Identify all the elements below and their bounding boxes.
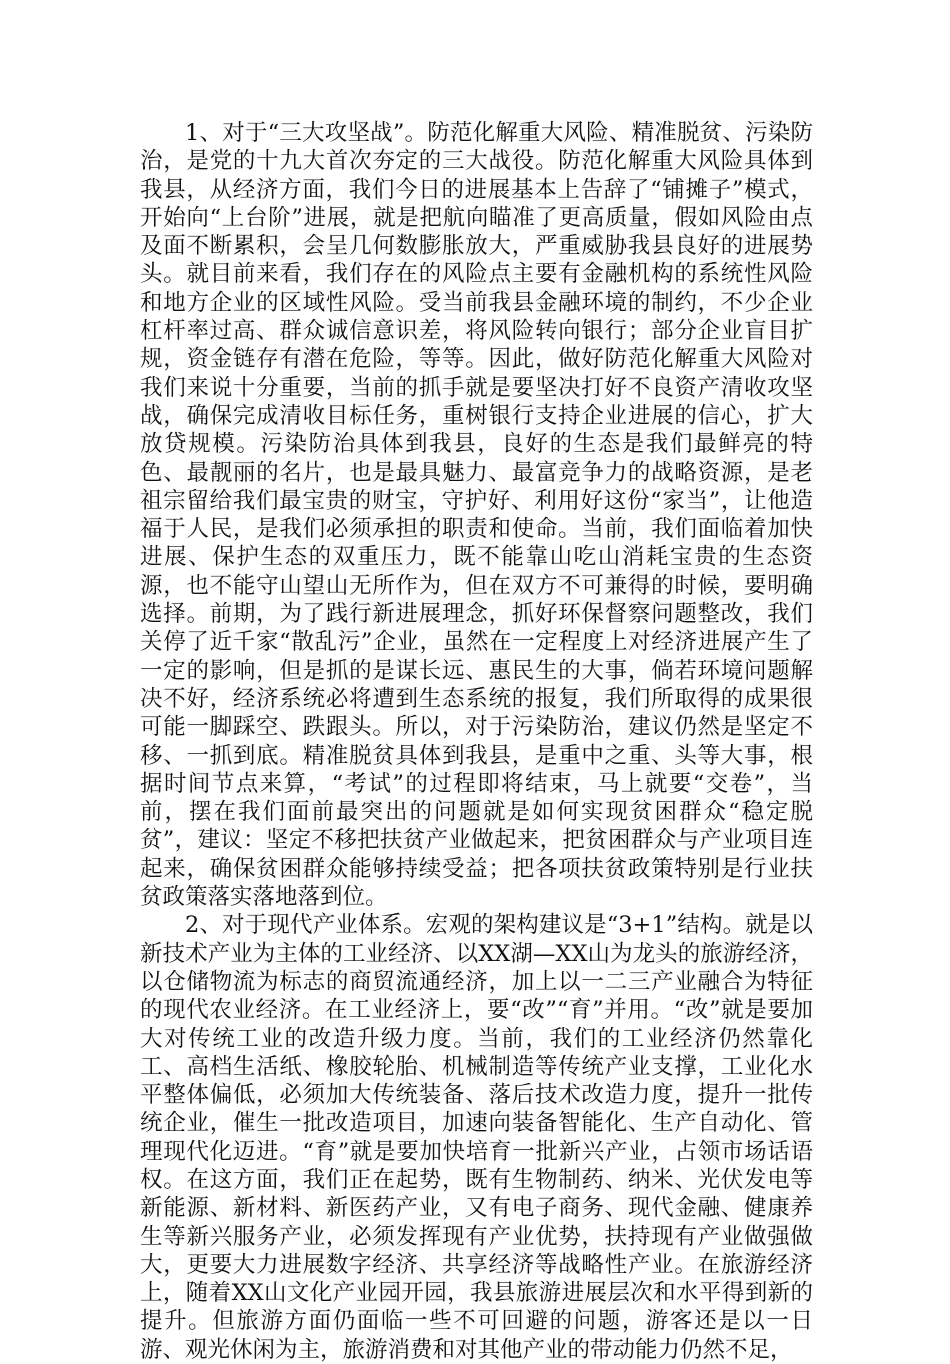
- paragraph-three-major-battles: 1、对于“三大攻坚战”。防范化解重大风险、精准脱贫、污染防治，是党的十九大首次夯定的三大战役。防范化解重大风险具体到我县，从经济方面，我们今日的进展基本上告辞了“铺摊子”模式，开始向“上台阶”进展，就是把航向瞄准了更高质量，假如风险由点及面不断累积，会呈几何数膨胀放大，严重威胁我县良好的进展势头。就目前来看，我们存在的风险点主要有金融机构的系统性风险和地方企业的区域性风险。受当前我县金融环境的制约，不少企业杠杆率过高、群众诚信意识差，将风险转向银行；部分企业盲目扩规，资金链存有潜在危险，等等。因此，做好防范化解重大风险对我们来说十分重要，当前的抓手就是要坚决打好不良资产清收攻坚战，确保完成清收目标任务，重树银行支持企业进展的信心，扩大放贷规模。污染防治具体到我县，良好的生态是我们最鲜亮的特色、最靓丽的名片，也是最具魅力、最富竞争力的战略资源，是老祖宗留给我们最宝贵的财宝，守护好、利用好这份“家当”，让他造福于人民，是我们必须承担的职责和使命。当前，我们面临着加快进展、保护生态的双重压力，既不能靠山吃山消耗宝贵的生态资源，也不能守山望山无所作为，但在双方不可兼得的时候，要明确选择。前期，为了践行新进展理念，抓好环保督察问题整改，我们关停了近千家“散乱污”企业，虽然在一定程度上对经济进展产生了一定的影响，但是抓的是谋长远、惠民生的大事，倘若环境问题解决不好，经济系统必将遭到生态系统的报复，我们所取得的成果很可能一脚踩空、跌跟头。所以，对于污染防治，建议仍然是坚定不移、一抓到底。精准脱贫具体到我县，是重中之重、头等大事，根据时间节点来算，“考试”的过程即将结束，马上就要“交卷”，当前，摆在我们面前最突出的问题就是如何实现贫困群众“稳定脱贫”，建议：坚定不移把扶贫产业做起来，把贫困群众与产业项目连起来，确保贫困群众能够持续受益；把各项扶贫政策特别是行业扶贫政策落实落地落到位。: [140, 120, 813, 911]
- paragraph-modern-industry-system: 2、对于现代产业体系。宏观的架构建议是“3+1”结构。就是以新技术产业为主体的工业经济、以XX湖—XX山为龙头的旅游经济，以仓储物流为标志的商贸流通经济，加上以一二三产业融合为特征的现代农业经济。在工业经济上，要“改”“育”并用。“改”就是要加大对传统工业的改造升级力度。当前，我们的工业经济仍然靠化工、高档生活纸、橡胶轮胎、机械制造等传统产业支撑，工业化水平整体偏低，必须加大传统装备、落后技术改造力度，提升一批传统企业，催生一批改造项目，加速向装备智能化、生产自动化、管理现代化迈进。“育”就是要加快培育一批新兴产业，占领市场话语权。在这方面，我们正在起势，既有生物制药、纳米、光伏发电等新能源、新材料、新医药产业，又有电子商务、现代金融、健康养生等新兴服务产业，必须发挥现有产业优势，扶持现有产业做强做大，更要大力进展数字经济、共享经济等战略性产业。在旅游经济上，随着XX山文化产业园开园，我县旅游进展层次和水平得到新的提升。但旅游方面仍面临一些不可回避的问题，游客还是以一日游、观光休闲为主，旅游消费和对其他产业的带动能力仍然不足，: [140, 912, 813, 1363]
- document-body: [140, 119, 813, 1364]
